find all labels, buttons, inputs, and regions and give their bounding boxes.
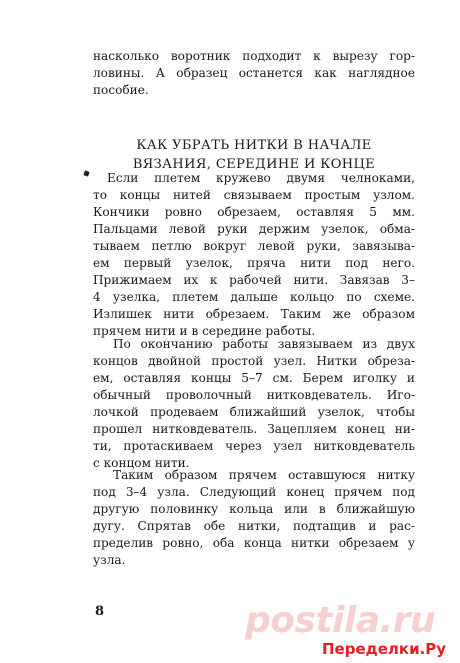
text-line: насколько воротник подходит к вырезу гор-: [93, 49, 415, 63]
paragraph-3: [93, 467, 415, 569]
page-number: 8: [95, 604, 105, 619]
text-line: прячем нити и в середине работы.: [93, 324, 316, 338]
text-line: Если плетем кружево двумя челноками,: [107, 171, 415, 185]
text-line: 4 узелка, плетем дальше кольцо по схеме.: [93, 290, 415, 304]
text-line: ловины. А образец останется как наглядное: [93, 66, 415, 80]
text-line: Пальцами левой руки держим узелок, обма-: [93, 222, 415, 236]
watermark-site-label: Переделки.Ру: [322, 640, 447, 658]
watermark-logo: postila.ru: [245, 600, 436, 641]
text-line: Прижимаем их к рабочей нити. Завязав 3–: [93, 273, 415, 287]
text-line: с концом нити.: [93, 456, 190, 470]
text-line: узла.: [93, 553, 126, 567]
text-line: обычный проволочный нитковдеватель. Иго-: [93, 388, 415, 402]
text-line: тываем петлю вокруг левой руки, завязыва-: [93, 239, 415, 253]
intro-text: [93, 48, 415, 99]
text-line: ем первый узелок, пряча нити под него.: [93, 256, 415, 270]
text-line: пособие.: [93, 83, 149, 97]
text-line: лочкой продеваем ближайший узелок, чтобы: [93, 405, 415, 419]
paragraph-1: [93, 170, 415, 340]
text-line: ти, протаскиваем через узел нитковдеватель: [93, 439, 415, 453]
section-heading: [93, 136, 415, 174]
text-line: Таким образом прячем оставшуюся нитку: [113, 468, 415, 482]
text-line: По окончанию работы завязываем из двух: [113, 337, 415, 351]
text-line: пределив ровно, оба конца нитки обрезаем у: [93, 536, 415, 550]
bullet-mark: [83, 170, 89, 176]
text-line: прошел нитковдеватель. Зацепляем конец ни-: [93, 422, 415, 436]
text-line: дугу. Спрятав обе нитки, подтащив и рас-: [93, 519, 415, 533]
heading-line: КАК УБРАТЬ НИТКИ В НАЧАЛЕ: [136, 138, 372, 153]
text-line: Кончики ровно обрезаем, оставляя 5 мм.: [93, 205, 415, 219]
text-line: то концы нитей связываем простым узлом.: [93, 188, 415, 202]
text-line: Излишек нити обрезаем. Таким же образом: [93, 307, 415, 321]
paragraph-2: [93, 336, 415, 472]
text-line: другую половинку кольца или в ближайшую: [93, 502, 415, 516]
text-line: концов двойной простой узел. Нитки обреза-: [93, 354, 415, 368]
heading-line: ВЯЗАНИЯ, СЕРЕДИНЕ И КОНЦЕ: [132, 157, 376, 172]
text-line: ем, оставляя концы 5–7 см. Берем иголку и: [93, 371, 415, 385]
text-line: под 3–4 узла. Следующий конец прячем под: [93, 485, 415, 499]
